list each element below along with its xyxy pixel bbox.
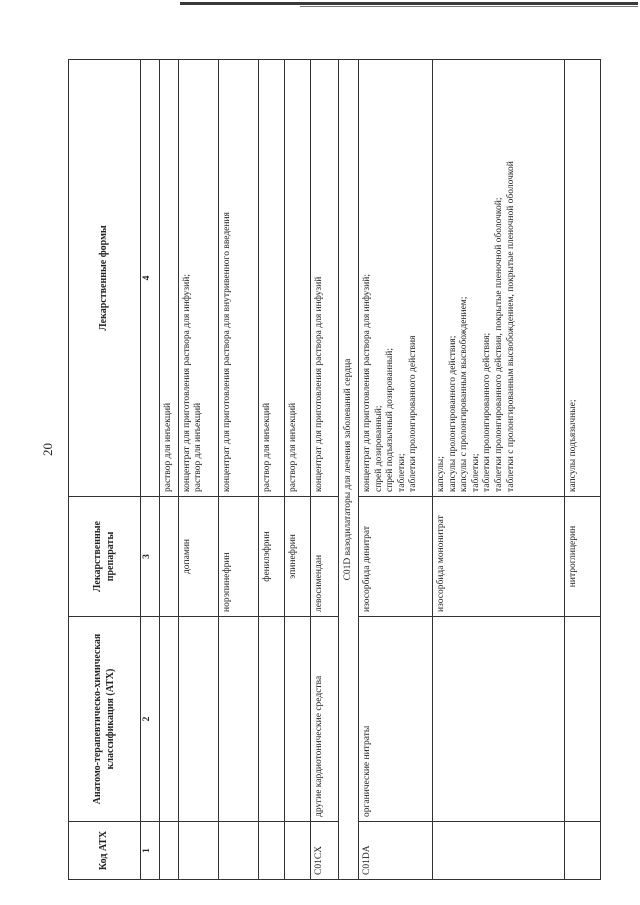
table-row [310,60,338,880]
code-cell [218,822,258,880]
table-row [218,60,258,880]
code-cell [565,822,601,880]
table-header-row [69,60,141,880]
drug-cell: допамин [178,497,218,617]
form-item: таблетки; [470,453,481,492]
table-row [359,60,433,880]
table-row [178,60,218,880]
form-item: капсулы; [436,456,447,492]
header-code: Код АТХ [69,822,141,880]
classification-cell [284,617,310,822]
form-item: таблетки пролонгированного действия, покрытые пленочной оболочкой; [494,197,505,492]
scan-edge-mark-thin [300,6,638,7]
forms-cell: концентрат для приготовления раствора для инфузий [310,60,338,497]
code-cell: C01CX [310,822,338,880]
table-row [258,60,284,880]
header-drugs: Лекарственные препараты [69,497,141,617]
header-classification: Анатомо-терапевтическо-химическая классификация (АТХ) [69,617,141,822]
forms-cell [433,60,565,497]
classification-cell: другие кардиотонические средства [310,617,338,822]
rotated-table-container [68,60,598,880]
table-row [284,60,310,880]
classification-cell [160,617,179,822]
table-row [160,60,179,880]
forms-cell: капсулы подъязычные; [565,60,601,497]
forms-cell: раствор для инъекций [284,60,310,497]
form-item: концентрат для приготовления раствора для инфузий; [362,274,373,492]
code-cell [258,822,284,880]
page-number: 20 [40,443,55,456]
table-row [565,60,601,880]
code-cell [433,822,565,880]
form-item: спрей подъязычный дозированный; [385,347,396,492]
form-item: капсулы пролонгированного действия; [447,335,458,492]
forms-cell: раствор для инъекций [258,60,284,497]
classification-cell: органические нитраты [359,617,433,822]
column-number: 1 [141,822,160,880]
form-item: таблетки пролонгированного действия; [482,332,493,492]
form-item: таблетки с пролонгированным высвобождением, покрытые пленочной оболочкой [505,161,516,492]
classification-cell [433,617,565,822]
forms-cell [359,60,433,497]
table-row [433,60,565,880]
code-cell [284,822,310,880]
drug-cell [160,497,179,617]
column-number: 2 [141,617,160,822]
scan-edge-mark [180,2,638,5]
drug-cell: эпинефрин [284,497,310,617]
form-item: раствор для инъекций [193,402,204,492]
column-number-row [141,60,160,880]
forms-cell [178,60,218,497]
drug-cell: нитроглицерин [565,497,601,617]
forms-cell: концентрат для приготовления раствора для внутривенного введения [218,60,258,497]
column-number: 4 [141,60,160,497]
drug-cell: изосорбида мононитрат [433,497,565,617]
code-cell [160,822,179,880]
form-item: концентрат для приготовления раствора для инфузий; [181,274,192,492]
form-item: таблетки пролонгированного действия [408,335,419,492]
form-item: таблетки; [396,453,407,492]
classification-cell [258,617,284,822]
drug-cell: фенилэфрин [258,497,284,617]
form-item: спрей дозированный; [373,405,384,492]
form-item: капсулы с пролонгированным высвобождением; [459,296,470,492]
drug-cell: левосимендан [310,497,338,617]
header-forms: Лекарственные формы [69,60,141,497]
classification-cell [565,617,601,822]
code-cell [178,822,218,880]
section-title: C01D вазодилататоры для лечения заболеваний сердца [338,60,359,880]
drug-cell: изосорбида динитрат [359,497,433,617]
classification-cell [218,617,258,822]
atx-table [68,59,601,880]
column-number: 3 [141,497,160,617]
drug-cell: норэпинефрин [218,497,258,617]
classification-cell [178,617,218,822]
section-row [338,60,359,880]
code-cell: C01DA [359,822,433,880]
forms-cell: раствор для инъекций [160,60,179,497]
